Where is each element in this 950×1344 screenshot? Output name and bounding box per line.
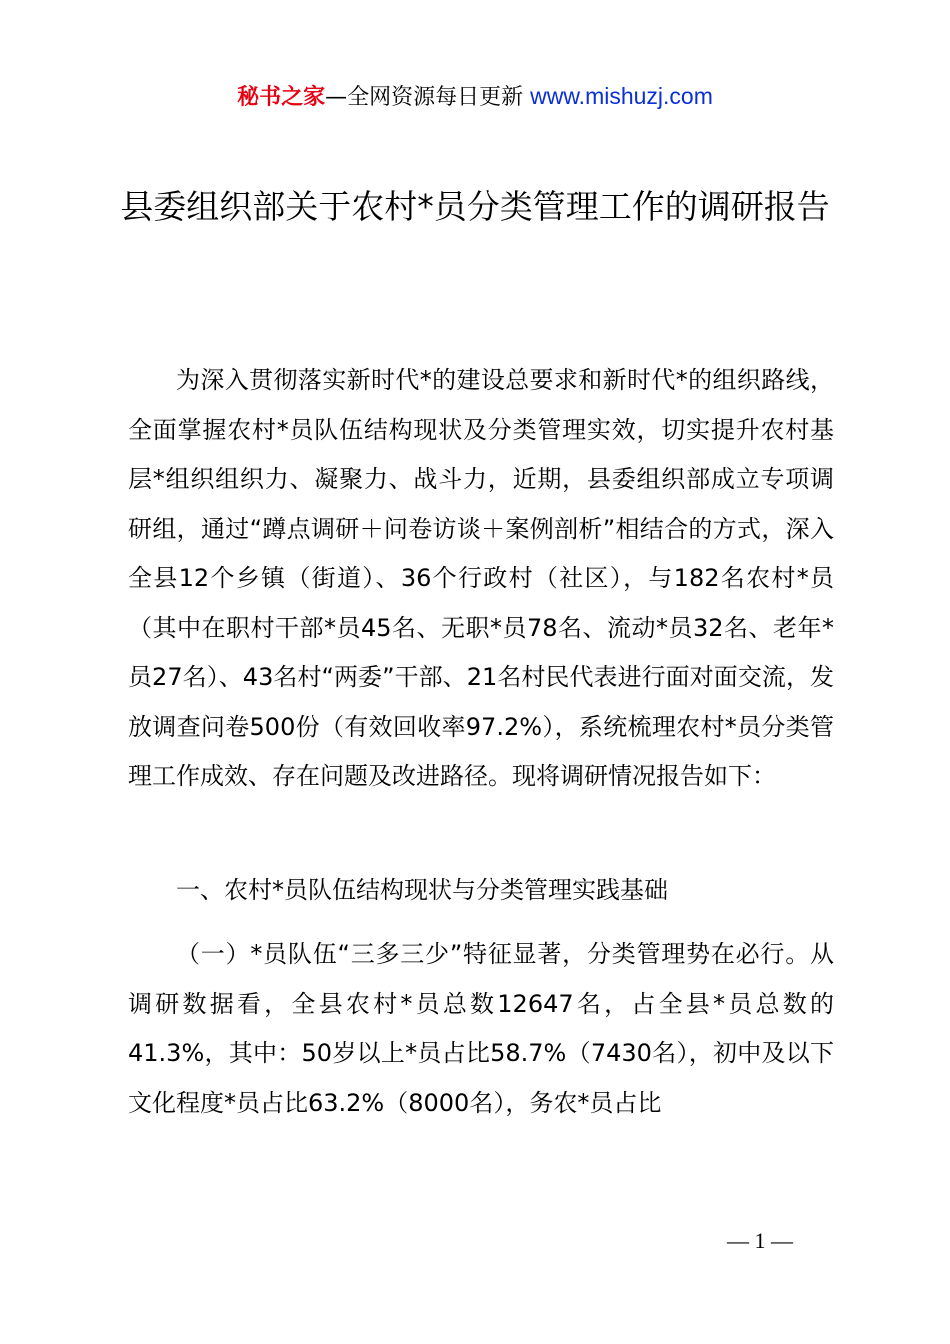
brand-name: 秘书之家 xyxy=(237,85,326,110)
section-heading: 一、农村*员队伍结构现状与分类管理实践基础 xyxy=(176,876,668,904)
site-header xyxy=(0,80,950,114)
document-title: 县委组织部关于农村*员分类管理工作的调研报告 xyxy=(120,187,830,226)
intro-paragraph: 为深入贯彻落实新时代*的建设总要求和新时代*的组织路线，全面掌握农村*员队伍结构现状及分类管理实效，切实提升农村基层*组织组织力、凝聚力、战斗力，近期，县委组织部成立专项调研组，通过“蹲点调研＋问卷访谈＋案例剖析”相结合的方式，深入全县12个乡镇（街道）、36个行政村（社区），与182名农村*员（其中在职村干部*员45名、无职*员78名、流动*员32名、老年*员27名）、43名村“两委”干部、21名村民代表进行面对面交流，发放调查问卷500份（有效回收率97.2%），系统梳理农村*员分类管理工作成效、存在问题及改进路径。现将调研情况报告如下： xyxy=(128,366,834,790)
site-url-link[interactable]: www.mishuzj.com xyxy=(530,83,713,109)
page-number: — 1 — xyxy=(727,1228,793,1253)
subsection-paragraph: （一）*员队伍“三多三少”特征显著，分类管理势在必行。从调研数据看，全县农村*员总数12647名，占全县*员总数的41.3%，其中：50岁以上*员占比58.7%（7430名），初中及以下文化程度*员占比63.2%（8000名），务农*员占比 xyxy=(128,940,834,1117)
header-tagline: —全网资源每日更新 xyxy=(325,85,524,110)
